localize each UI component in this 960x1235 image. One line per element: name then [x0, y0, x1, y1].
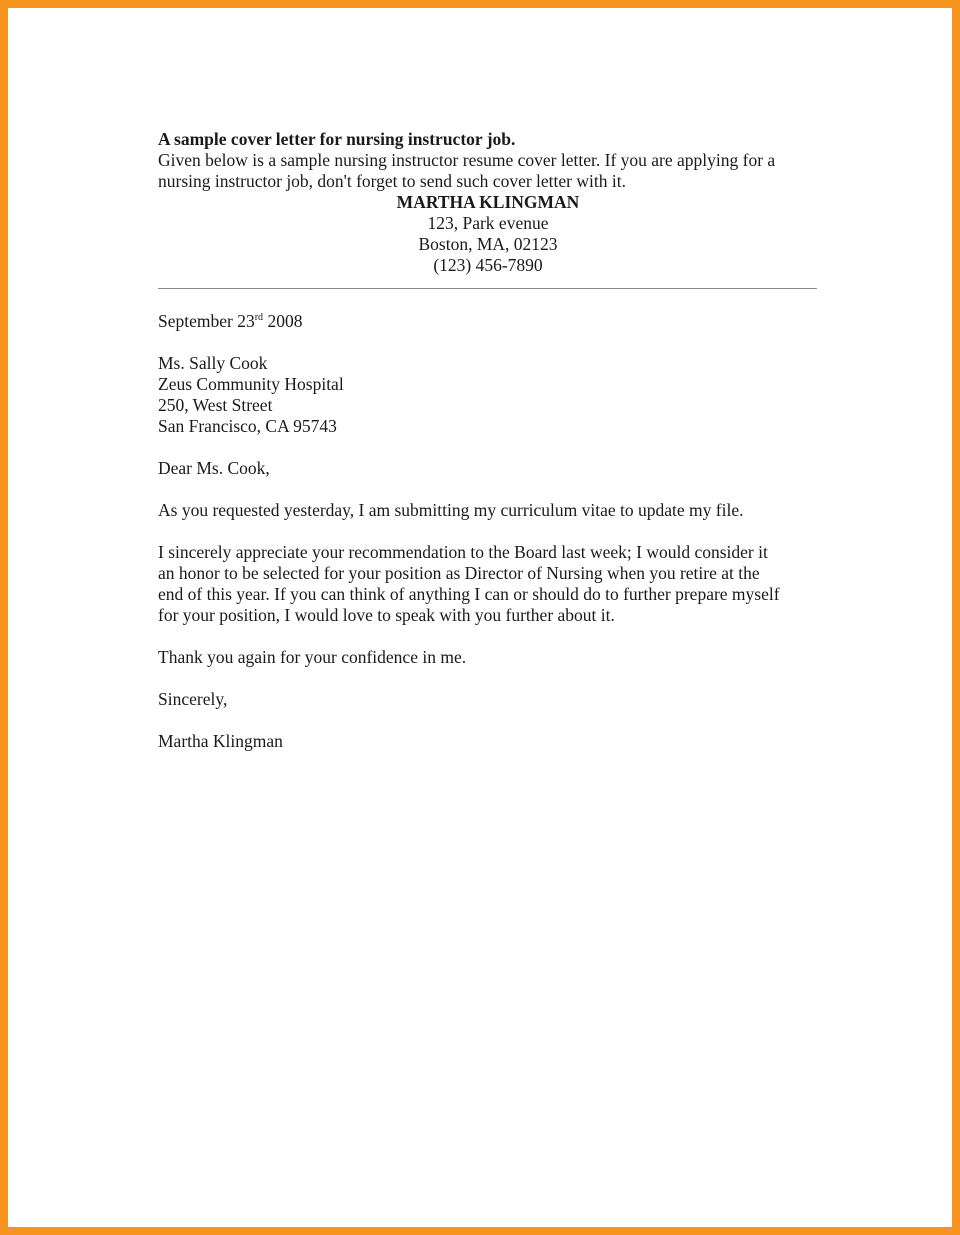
letterhead: [158, 192, 818, 276]
body-paragraph-1: As you requested yesterday, I am submitting my curriculum vitae to update my file.: [158, 500, 744, 520]
body-line: for your position, I would love to speak with you further about it.: [158, 605, 615, 625]
date-month-day: September 23: [158, 311, 255, 331]
body-line: an honor to be selected for your position as Director of Nursing when you retire at the: [158, 563, 760, 583]
body-line: end of this year. If you can think of anything I can or should do to further prepare myself: [158, 584, 780, 604]
letter-date: [158, 311, 818, 332]
body-paragraph-2: [158, 542, 818, 626]
letterhead-divider: [158, 288, 817, 289]
body-line: I sincerely appreciate your recommendation to the Board last week; I would consider it: [158, 542, 768, 562]
body-paragraph-3: Thank you again for your confidence in me.: [158, 647, 467, 667]
closing: Sincerely,: [158, 689, 228, 709]
date-year: 2008: [263, 311, 303, 331]
sender-name: MARTHA KLINGMAN: [396, 192, 580, 212]
recipient-street: 250, West Street: [158, 395, 273, 415]
intro-section: [158, 129, 818, 192]
intro-text: [158, 150, 818, 192]
sender-phone: (123) 456-7890: [433, 255, 543, 275]
sender-city: Boston, MA, 02123: [418, 234, 558, 254]
sender-street: 123, Park evenue: [427, 213, 549, 233]
date-suffix: rd: [254, 312, 264, 324]
letter-page: [158, 129, 818, 752]
intro-title: A sample cover letter for nursing instructor job.: [158, 129, 516, 149]
recipient-address: [158, 353, 818, 437]
recipient-organization: Zeus Community Hospital: [158, 374, 344, 394]
recipient-name: Ms. Sally Cook: [158, 353, 268, 373]
salutation: Dear Ms. Cook,: [158, 458, 270, 478]
intro-line: Given below is a sample nursing instructor resume cover letter. If you are applying for a: [158, 150, 776, 170]
recipient-city: San Francisco, CA 95743: [158, 416, 337, 436]
signature: Martha Klingman: [158, 731, 283, 751]
intro-line: nursing instructor job, don't forget to send such cover letter with it.: [158, 171, 626, 191]
